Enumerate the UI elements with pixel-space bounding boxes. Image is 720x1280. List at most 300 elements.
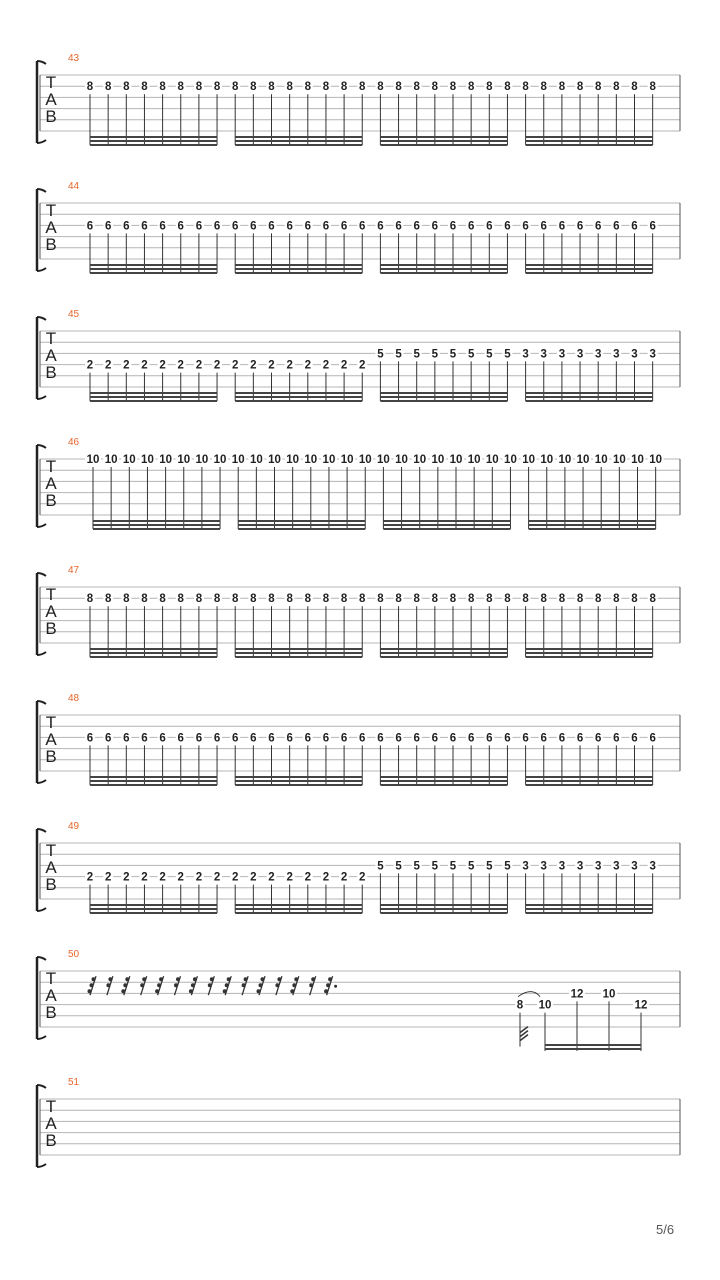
- fret-number: 3: [540, 860, 547, 873]
- fret-number: 8: [213, 593, 221, 606]
- rest-flag-dot: [326, 983, 330, 987]
- fret-number: 2: [159, 359, 166, 372]
- fret-number: 6: [522, 220, 529, 233]
- tab-letter-a: A: [45, 218, 57, 237]
- fret-number: 6: [359, 732, 366, 745]
- fret-number: 8: [86, 81, 94, 94]
- fret-number: 8: [159, 593, 166, 606]
- tab-letter-a: A: [45, 90, 57, 109]
- fret-number: 8: [123, 81, 130, 94]
- rest-flag-dot: [311, 977, 315, 981]
- fret-number: 10: [538, 999, 552, 1012]
- rest-flag-dot: [174, 983, 178, 987]
- fret-number: 3: [594, 860, 602, 873]
- fret-number: 8: [231, 593, 239, 606]
- fret-number: 8: [522, 593, 529, 606]
- bracket-bottom-curl: [37, 652, 46, 655]
- tab-letter-b: B: [45, 235, 57, 254]
- grace-fret: 8: [516, 999, 524, 1012]
- rest-flag-dot: [142, 977, 146, 981]
- rest-flag-dot: [157, 983, 161, 987]
- fret-number: 6: [231, 732, 239, 745]
- fret-number: 10: [249, 454, 263, 466]
- fret-number: 6: [540, 732, 547, 745]
- fret-number: 3: [649, 860, 656, 873]
- bar-number: 49: [68, 821, 80, 832]
- fret-number: 5: [377, 860, 384, 873]
- tab-system-43: [37, 53, 680, 145]
- fret-number: 8: [377, 593, 384, 606]
- rest-flag-dot: [88, 989, 92, 993]
- fret-number: 5: [449, 348, 457, 361]
- fret-number: 8: [123, 593, 130, 606]
- fret-number: 5: [413, 348, 420, 361]
- bracket-top-curl: [37, 61, 46, 64]
- fret-number: 6: [467, 220, 475, 233]
- fret-number: 8: [286, 593, 293, 606]
- tab-letter-a: A: [45, 986, 57, 1005]
- fret-number: 2: [322, 871, 330, 884]
- fret-number: 10: [268, 454, 281, 466]
- fret-number: 6: [159, 220, 166, 233]
- fret-number: 8: [250, 593, 257, 606]
- bracket-top-curl: [37, 701, 46, 704]
- fret-number: 8: [395, 81, 402, 94]
- fret-number: 8: [395, 593, 402, 606]
- fret-number: 3: [522, 860, 529, 873]
- fret-number: 8: [322, 81, 330, 94]
- rest-flag-dot: [257, 989, 261, 993]
- fret-number: 6: [195, 732, 203, 745]
- bracket-bottom-curl: [37, 396, 46, 399]
- rest-flag-dot: [244, 977, 248, 981]
- rest-flag-dot: [227, 977, 231, 981]
- tab-letter-b: B: [45, 107, 57, 126]
- rest-flag-dot: [191, 983, 195, 987]
- fret-number: 10: [377, 454, 390, 466]
- fret-number: 8: [213, 81, 221, 94]
- fret-number: 10: [195, 454, 209, 466]
- fret-number: 5: [467, 860, 475, 873]
- fret-number: 6: [304, 732, 312, 745]
- tab-letter-t: T: [45, 329, 57, 348]
- fret-number: 6: [195, 220, 203, 233]
- fret-number: 10: [612, 454, 626, 466]
- fret-number: 10: [594, 454, 608, 466]
- rest-flag-dot: [290, 989, 294, 993]
- tab-letter-b: B: [45, 747, 57, 766]
- fret-number: 8: [231, 81, 239, 94]
- fret-number: 8: [286, 81, 293, 94]
- fret-number: 8: [613, 81, 620, 94]
- bar-number: 45: [68, 309, 80, 320]
- fret-number: 6: [86, 732, 94, 745]
- fret-number: 6: [631, 732, 638, 745]
- fret-number: 6: [213, 220, 221, 233]
- bracket-top-curl: [37, 189, 46, 192]
- fret-number: 6: [286, 732, 293, 745]
- fret-number: 6: [413, 220, 420, 233]
- fret-number: 8: [104, 593, 112, 606]
- fret-number: 2: [104, 359, 112, 372]
- fret-number: 8: [449, 81, 457, 94]
- bar-number: 46: [68, 437, 80, 448]
- bracket-bottom-curl: [37, 524, 46, 527]
- tab-system-44: [37, 181, 680, 273]
- rest-flag-dot: [259, 983, 263, 987]
- fret-number: 6: [340, 732, 348, 745]
- fret-number: 2: [213, 359, 221, 372]
- fret-number: 3: [540, 348, 547, 361]
- tab-letter-t: T: [45, 201, 57, 220]
- fret-number: 2: [231, 871, 239, 884]
- fret-number: 10: [395, 454, 408, 466]
- tab-letter-t: T: [45, 457, 57, 476]
- fret-number: 6: [177, 220, 184, 233]
- fret-number: 3: [631, 860, 638, 873]
- rest-flag-dot: [223, 989, 227, 993]
- fret-number: 2: [123, 871, 130, 884]
- fret-number: 8: [195, 81, 203, 94]
- fret-number: 2: [286, 359, 293, 372]
- tab-system-51: [37, 1077, 680, 1167]
- fret-number: 6: [268, 220, 275, 233]
- fret-number: 10: [485, 454, 499, 466]
- fret-number: 6: [431, 220, 439, 233]
- bar-number: 51: [68, 1077, 80, 1088]
- fret-number: 2: [86, 359, 94, 372]
- fret-number: 8: [467, 593, 475, 606]
- fret-number: 6: [486, 732, 493, 745]
- fret-number: 6: [159, 732, 166, 745]
- bracket-bottom-curl: [37, 908, 46, 911]
- rest-flag-dot: [90, 983, 94, 987]
- rest-flag-dot: [277, 977, 281, 981]
- fret-number: 8: [340, 81, 348, 94]
- fret-number: 10: [413, 454, 427, 466]
- fret-number: 6: [141, 732, 148, 745]
- fret-number: 6: [322, 732, 330, 745]
- tab-letter-t: T: [45, 713, 57, 732]
- rest-flag-dot: [159, 977, 163, 981]
- fret-number: 6: [340, 220, 348, 233]
- fret-number: 3: [522, 348, 529, 361]
- fret-number: 10: [602, 988, 616, 1001]
- fret-number: 8: [576, 593, 584, 606]
- fret-number: 6: [123, 732, 130, 745]
- fret-number: 8: [431, 593, 439, 606]
- fret-number: 6: [540, 220, 547, 233]
- fret-number: 6: [268, 732, 275, 745]
- fret-number: 10: [104, 454, 118, 466]
- fret-number: 6: [594, 732, 602, 745]
- rest-flag-dot: [328, 977, 332, 981]
- fret-number: 5: [431, 348, 439, 361]
- fret-number: 8: [540, 81, 547, 94]
- fret-number: 5: [395, 860, 402, 873]
- fret-number: 6: [413, 732, 420, 745]
- bracket-top-curl: [37, 317, 46, 320]
- fret-number: 5: [431, 860, 439, 873]
- bar-number: 48: [68, 693, 80, 704]
- fret-number: 8: [540, 593, 547, 606]
- fret-number: 8: [467, 81, 475, 94]
- tab-letter-b: B: [45, 875, 57, 894]
- rest-flag-dot: [208, 983, 212, 987]
- fret-number: 2: [250, 871, 257, 884]
- fret-number: 6: [486, 220, 493, 233]
- fret-number: 8: [558, 81, 566, 94]
- fret-number: 2: [340, 359, 348, 372]
- tab-system-50: [37, 949, 680, 1051]
- fret-number: 10: [649, 454, 663, 466]
- tab-letter-a: A: [45, 1114, 57, 1133]
- fret-number: 10: [540, 454, 554, 466]
- bracket-top-curl: [37, 1085, 46, 1088]
- fret-number: 6: [304, 220, 312, 233]
- fret-number: 8: [631, 81, 638, 94]
- fret-number: 6: [504, 220, 511, 233]
- fret-number: 8: [594, 81, 602, 94]
- fret-number: 8: [304, 81, 312, 94]
- tab-letter-t: T: [45, 585, 57, 604]
- fret-number: 6: [576, 732, 584, 745]
- fret-number: 2: [141, 871, 148, 884]
- fret-number: 6: [250, 220, 257, 233]
- fret-number: 8: [576, 81, 584, 94]
- fret-number: 5: [504, 860, 511, 873]
- rest-flag-dot: [106, 983, 110, 987]
- tab-system-47: [37, 565, 680, 657]
- fret-number: 12: [570, 988, 584, 1001]
- bracket-bottom-curl: [37, 1164, 46, 1167]
- fret-number: 2: [268, 359, 275, 372]
- fret-number: 8: [522, 81, 529, 94]
- fret-number: 8: [304, 593, 312, 606]
- rest-flag-dot: [324, 989, 328, 993]
- tab-system-49: [37, 821, 680, 913]
- fret-number: 10: [322, 454, 336, 466]
- fret-number: 2: [340, 871, 348, 884]
- fret-number: 2: [359, 871, 366, 884]
- slur-arc: [518, 992, 540, 997]
- fret-number: 8: [141, 593, 148, 606]
- fret-number: 10: [231, 454, 245, 466]
- fret-number: 8: [504, 593, 511, 606]
- rest-flag-dot: [176, 977, 180, 981]
- rest-flag-dot: [225, 983, 229, 987]
- fret-number: 6: [504, 732, 511, 745]
- fret-number: 6: [377, 732, 384, 745]
- rest-flag-dot: [189, 989, 193, 993]
- bracket-bottom-curl: [37, 1036, 46, 1039]
- rest-flag-dot: [108, 977, 112, 981]
- fret-number: 6: [359, 220, 366, 233]
- bracket-bottom-curl: [37, 268, 46, 271]
- fret-number: 6: [649, 732, 656, 745]
- fret-number: 2: [195, 359, 203, 372]
- tab-letter-a: A: [45, 346, 57, 365]
- fret-number: 2: [159, 871, 166, 884]
- bar-number: 43: [68, 53, 80, 64]
- fret-number: 6: [431, 732, 439, 745]
- fret-number: 8: [631, 593, 638, 606]
- fret-number: 5: [413, 860, 420, 873]
- fret-number: 2: [304, 359, 312, 372]
- fret-number: 6: [231, 220, 239, 233]
- fret-number: 2: [268, 871, 275, 884]
- fret-number: 6: [649, 220, 656, 233]
- fret-number: 10: [213, 454, 227, 466]
- fret-number: 8: [359, 593, 366, 606]
- tab-letter-t: T: [45, 73, 57, 92]
- fret-number: 5: [467, 348, 475, 361]
- fret-number: 6: [558, 220, 566, 233]
- rest-flag-dot: [193, 977, 197, 981]
- fret-number: 10: [358, 454, 372, 466]
- fret-number: 5: [449, 860, 457, 873]
- rest-flag-dot: [242, 983, 246, 987]
- fret-number: 6: [613, 732, 620, 745]
- rest-flag-dot: [309, 983, 313, 987]
- rest-flag-dot: [92, 977, 96, 981]
- fret-number: 8: [649, 593, 656, 606]
- rest-flag-dot: [275, 983, 279, 987]
- fret-number: 8: [504, 81, 511, 94]
- fret-number: 2: [286, 871, 293, 884]
- fret-number: 2: [195, 871, 203, 884]
- bar-number: 44: [68, 181, 80, 192]
- fret-number: 6: [104, 220, 112, 233]
- rest-flag-dot: [121, 989, 125, 993]
- fret-number: 3: [594, 348, 602, 361]
- fret-number: 8: [141, 81, 148, 94]
- rest-flag-dot: [210, 977, 214, 981]
- fret-number: 6: [377, 220, 384, 233]
- fret-number: 2: [322, 359, 330, 372]
- fret-number: 6: [558, 732, 566, 745]
- bar-number: 47: [68, 565, 80, 576]
- fret-number: 5: [486, 860, 493, 873]
- fret-number: 10: [177, 454, 191, 466]
- tab-letter-a: A: [45, 474, 57, 493]
- tab-letter-a: A: [45, 730, 57, 749]
- bracket-top-curl: [37, 829, 46, 832]
- fret-number: 3: [649, 348, 656, 361]
- fret-number: 6: [141, 220, 148, 233]
- fret-number: 8: [268, 593, 275, 606]
- fret-number: 10: [340, 454, 354, 466]
- rest-flag-dot: [125, 977, 129, 981]
- fret-number: 2: [213, 871, 221, 884]
- fret-number: 8: [486, 593, 493, 606]
- fret-number: 6: [594, 220, 602, 233]
- fret-number: 6: [613, 220, 620, 233]
- tab-letter-t: T: [45, 1097, 57, 1116]
- fret-number: 2: [250, 359, 257, 372]
- fret-number: 6: [123, 220, 130, 233]
- fret-number: 10: [431, 454, 445, 466]
- fret-number: 10: [141, 454, 154, 466]
- rest-flag-dot: [294, 977, 298, 981]
- fret-number: 3: [576, 860, 584, 873]
- fret-number: 8: [558, 593, 566, 606]
- fret-number: 8: [340, 593, 348, 606]
- fret-number: 8: [486, 81, 493, 94]
- fret-number: 8: [104, 81, 112, 94]
- fret-number: 2: [104, 871, 112, 884]
- tab-letter-b: B: [45, 1131, 57, 1150]
- fret-number: 8: [413, 81, 420, 94]
- fret-number: 5: [395, 348, 402, 361]
- rest-flag-dot: [292, 983, 296, 987]
- fret-number: 3: [558, 860, 566, 873]
- fret-number: 3: [631, 348, 638, 361]
- dotted-rest-dot: [334, 985, 337, 988]
- fret-number: 10: [449, 454, 463, 466]
- fret-number: 6: [449, 220, 457, 233]
- tab-letter-b: B: [45, 1003, 57, 1022]
- fret-number: 3: [558, 348, 566, 361]
- fret-number: 6: [449, 732, 457, 745]
- rest-flag-dot: [140, 983, 144, 987]
- fret-number: 6: [322, 220, 330, 233]
- fret-number: 8: [250, 81, 257, 94]
- fret-number: 8: [413, 593, 420, 606]
- tab-letter-t: T: [45, 969, 57, 988]
- fret-number: 10: [286, 454, 300, 466]
- fret-number: 10: [86, 454, 100, 466]
- fret-number: 8: [594, 593, 602, 606]
- fret-number: 8: [649, 81, 656, 94]
- bracket-top-curl: [37, 573, 46, 576]
- fret-number: 10: [504, 454, 517, 466]
- fret-number: 6: [467, 732, 475, 745]
- tab-system-48: [37, 693, 680, 785]
- fret-number: 8: [159, 81, 166, 94]
- page-number: 5/6: [656, 1222, 675, 1237]
- tab-system-45: [37, 309, 680, 401]
- tab-letter-b: B: [45, 619, 57, 638]
- fret-number: 6: [177, 732, 184, 745]
- fret-number: 6: [576, 220, 584, 233]
- fret-number: 8: [359, 81, 366, 94]
- bracket-bottom-curl: [37, 140, 46, 143]
- fret-number: 10: [558, 454, 572, 466]
- fret-number: 6: [395, 732, 402, 745]
- rest-flag-dot: [123, 983, 127, 987]
- fret-number: 10: [631, 454, 644, 466]
- fret-number: 5: [504, 348, 511, 361]
- fret-number: 5: [377, 348, 384, 361]
- fret-number: 8: [268, 81, 275, 94]
- fret-number: 10: [576, 454, 590, 466]
- fret-number: 8: [322, 593, 330, 606]
- fret-number: 5: [486, 348, 493, 361]
- fret-number: 10: [159, 454, 172, 466]
- fret-number: 2: [86, 871, 94, 884]
- fret-number: 8: [449, 593, 457, 606]
- fret-number: 3: [613, 860, 620, 873]
- fret-number: 8: [177, 81, 184, 94]
- fret-number: 8: [195, 593, 203, 606]
- fret-number: 6: [522, 732, 529, 745]
- tab-letter-a: A: [45, 602, 57, 621]
- fret-number: 6: [104, 732, 112, 745]
- fret-number: 8: [613, 593, 620, 606]
- fret-number: 6: [86, 220, 94, 233]
- rest-flag-dot: [261, 977, 265, 981]
